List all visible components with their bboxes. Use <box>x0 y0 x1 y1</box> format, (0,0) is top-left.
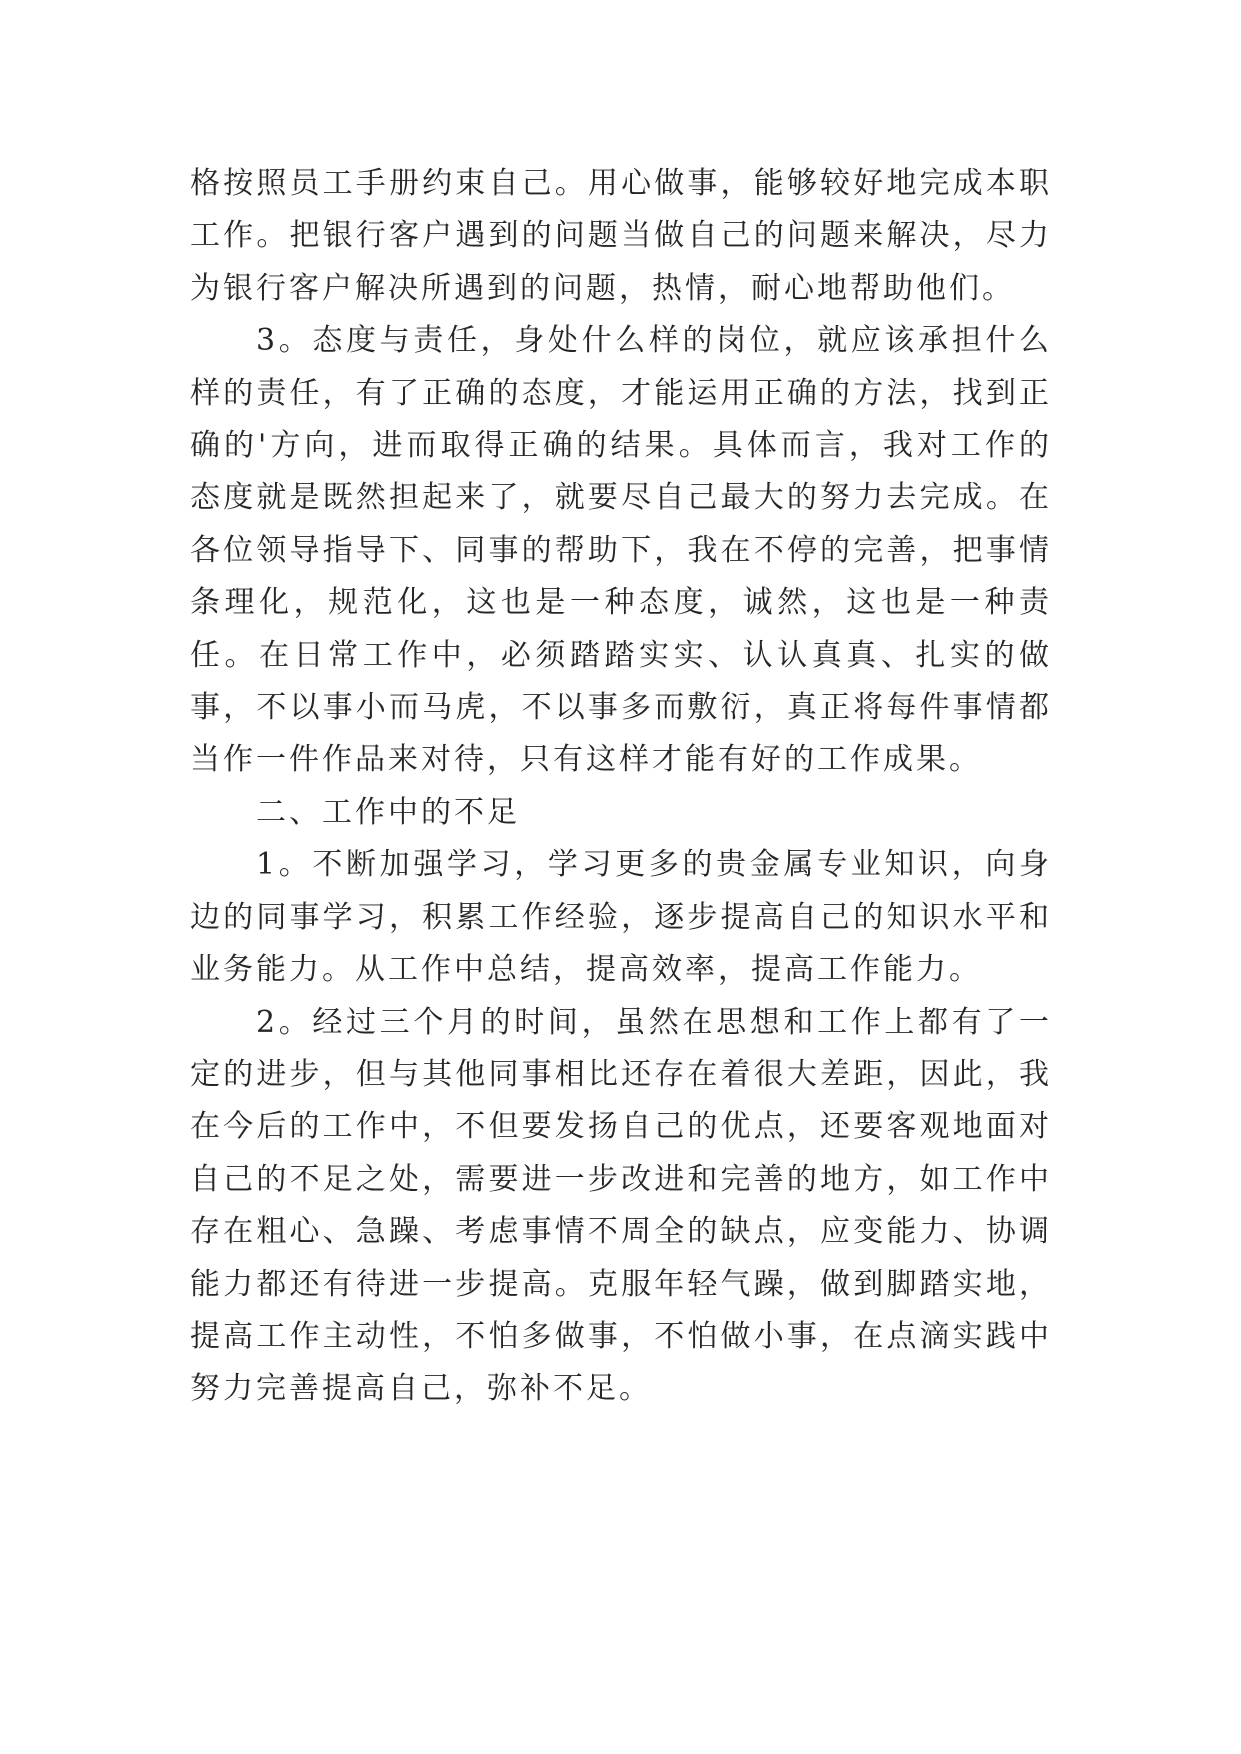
paragraph-three-months-progress: 2。经过三个月的时间，虽然在思想和工作上都有了一定的进步，但与其他同事相比还存在着很大差距，因此，我在今后的工作中，不但要发扬自己的优点，还要客观地面对自己的不足之处，需要进一步改进和完善的地方，如工作中存在粗心、急躁、考虑事情不周全的缺点，应变能力、协调能力都还有待进一步提高。克服年轻气躁，做到脚踏实地，提高工作主动性，不怕多做事，不怕做小事，在点滴实践中努力完善提高自己，弥补不足。 <box>190 1004 1052 1407</box>
paragraph-continuous-learning: 1。不断加强学习，学习更多的贵金属专业知识，向身边的同事学习，积累工作经验，逐步提高自己的知识水平和业务能力。从工作中总结，提高效率，提高工作能力。 <box>190 847 1052 988</box>
document-body <box>190 158 1052 1416</box>
paragraph-continued: 格按照员工手册约束自己。用心做事，能够较好地完成本职工作。把银行客户遇到的问题当做自己的问题来解决，尽力为银行客户解决所遇到的问题，热情，耐心地帮助他们。 <box>190 166 1052 306</box>
paragraph-attitude-responsibility: 3。态度与责任，身处什么样的岗位，就应该承担什么样的责任，有了正确的态度，才能运用正确的方法，找到正确的'方向，进而取得正确的结果。具体而言，我对工作的态度就是既然担起来了，就要尽自己最大的努力去完成。在各位领导指导下、同事的帮助下，我在不停的完善，把事情条理化，规范化，这也是一种态度，诚然，这也是一种责任。在日常工作中，必须踏踏实实、认认真真、扎实的做事，不以事小而马虎，不以事多而敷衍，真正将每件事情都当作一件作品来对待，只有这样才能有好的工作成果。 <box>190 323 1052 778</box>
section-heading-shortcomings: 二、工作中的不足 <box>256 794 520 830</box>
